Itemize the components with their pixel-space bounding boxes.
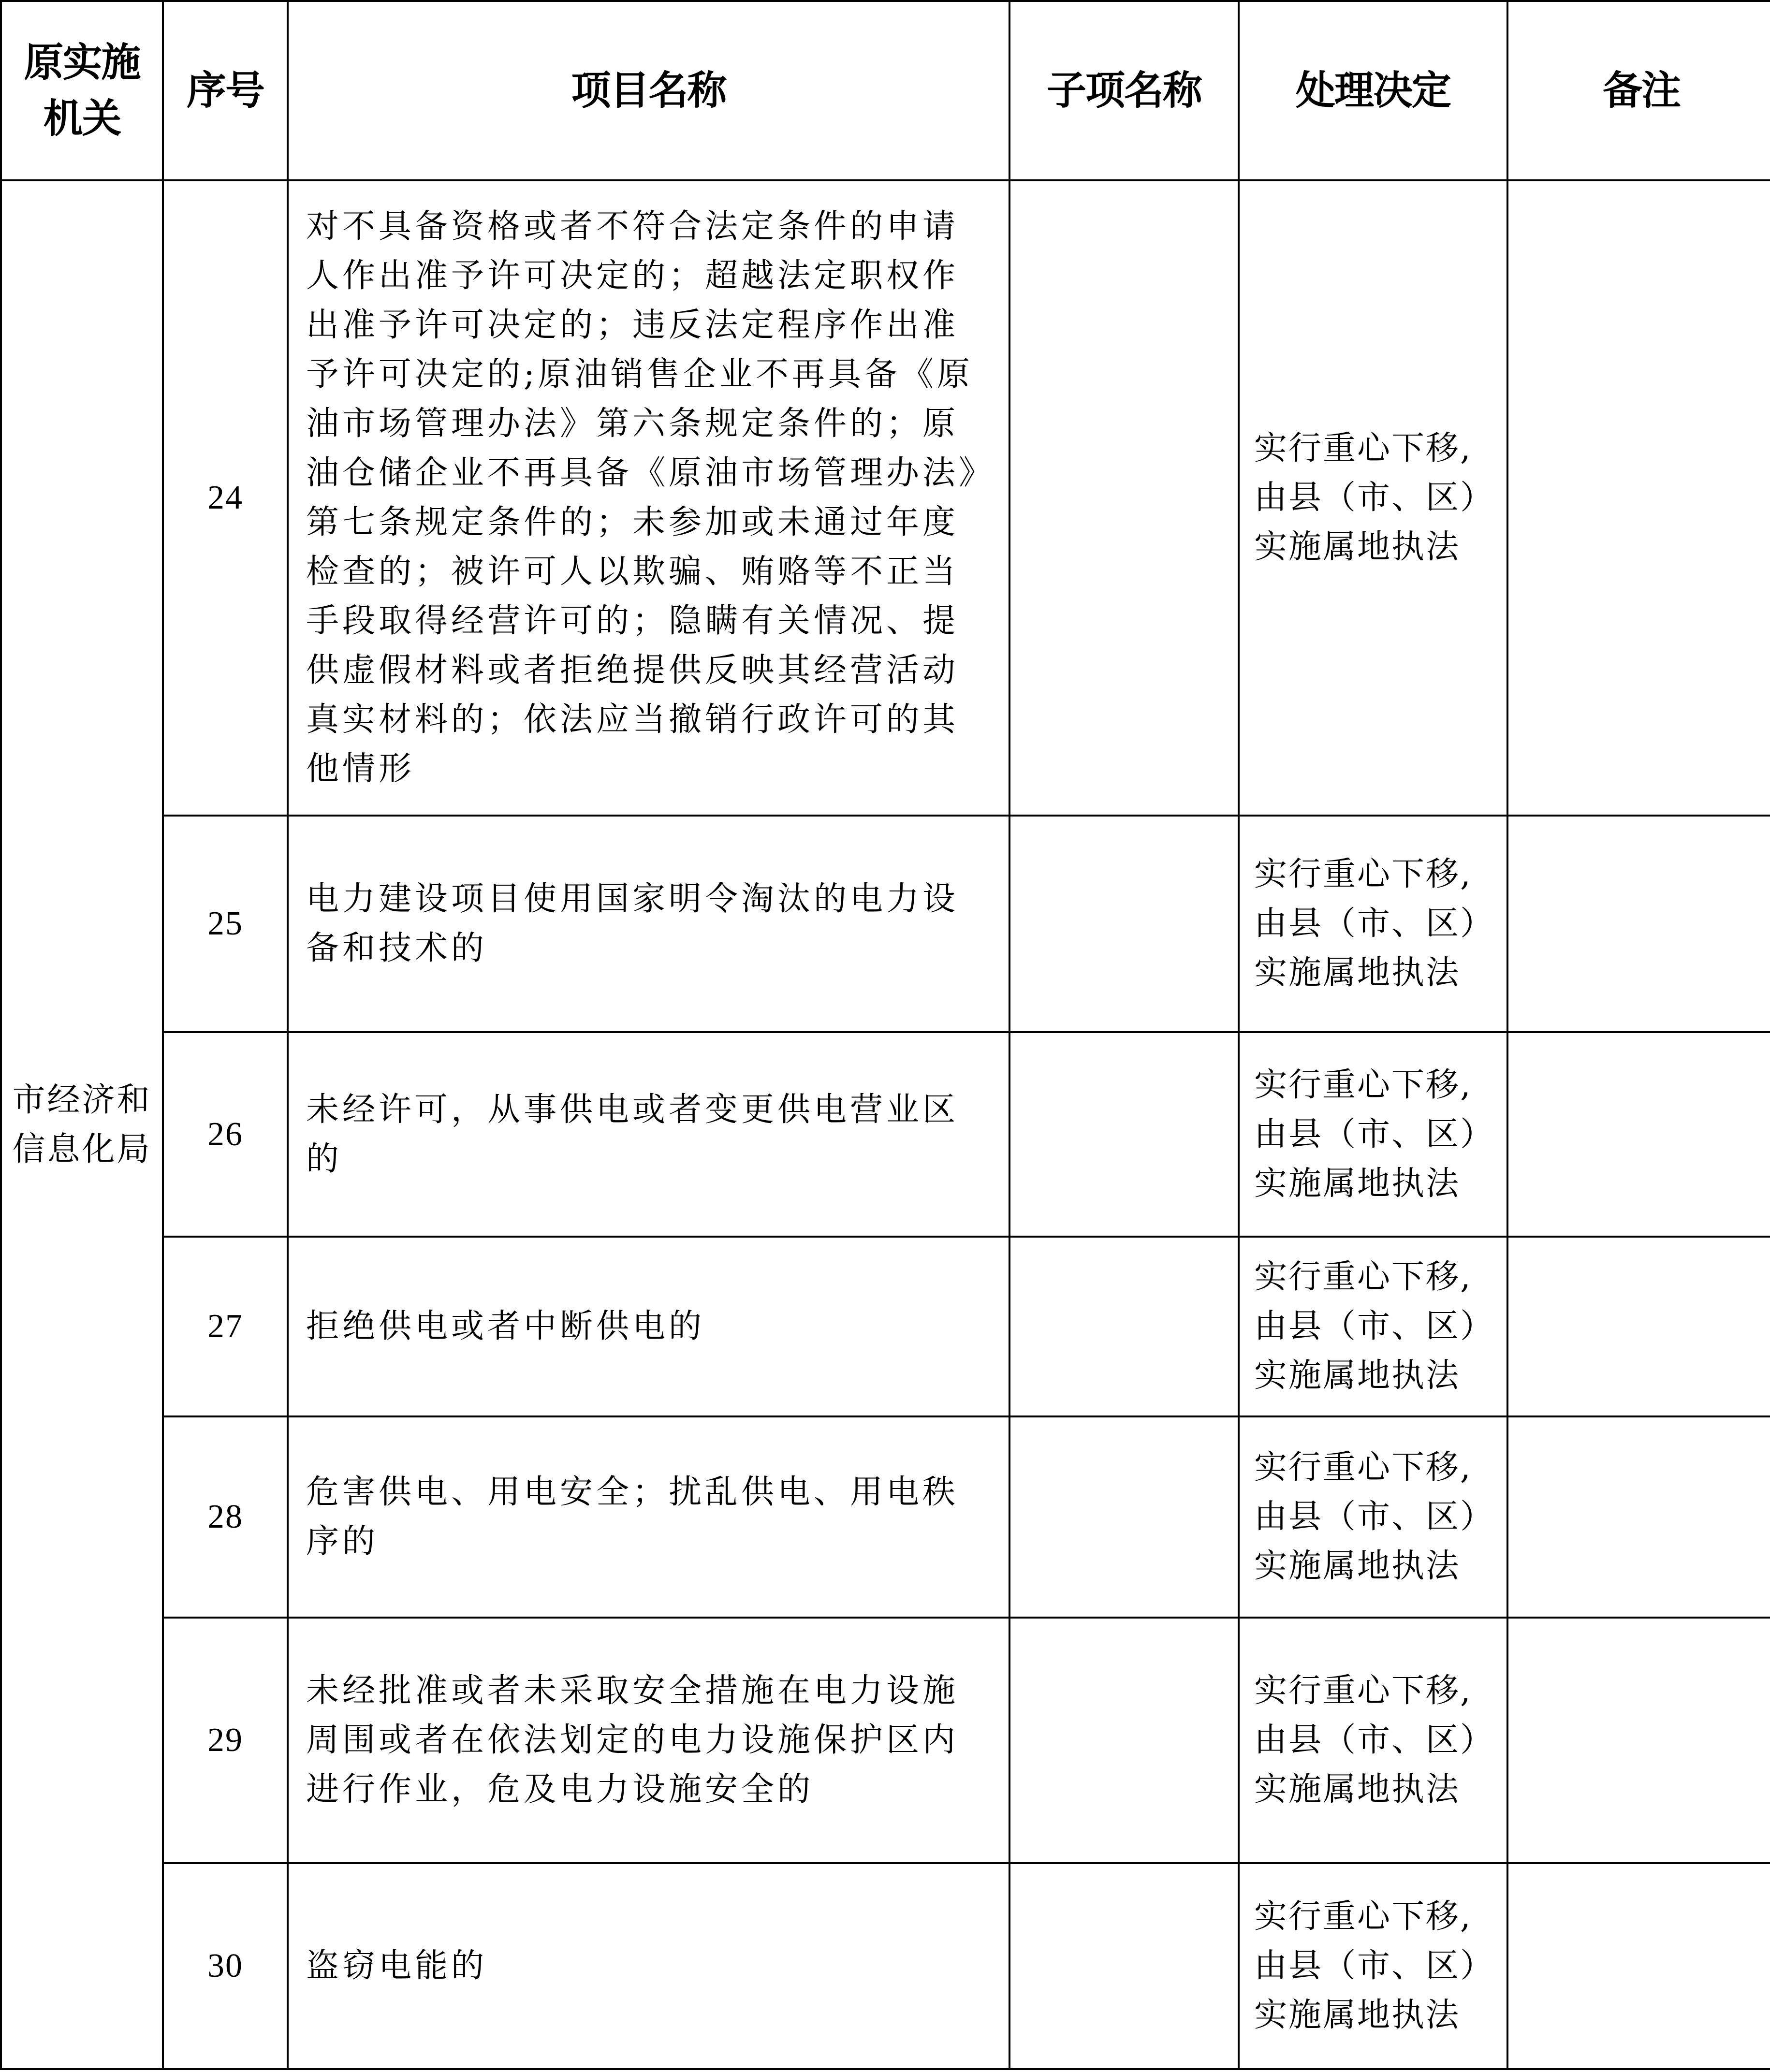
decision-line: 由县（市、区） [1254,1115,1495,1153]
table-row [1,180,1770,816]
decision-line: 由县（市、区） [1254,1721,1495,1759]
decision-cell [1239,1237,1507,1416]
subitem-cell [1009,1237,1239,1416]
remark-cell [1507,1032,1770,1237]
seq-cell: 24 [163,180,288,816]
item-name-cell: 对不具备资格或者不符合法定条件的申请人作出准予许可决定的；超越法定职权作出准予许可决定的；违反法定程序作出准予许可决定的;原油销售企业不再具备《原油市场管理办法》第六条规定条件的；原油仓储企业不再具备《原油市场管理办法》第七条规定条件的；未参加或未通过年度检查的；被许可人以欺骗、贿赂等不正当手段取得经营许可的；隐瞒有关情况、提供虚假材料或者拒绝提供反映其经营活动真实材料的；依法应当撤销行政许可的其他情形 [288,180,1009,816]
remark-cell [1507,816,1770,1032]
decision-cell [1239,816,1507,1032]
decision-line: 实施属地执法 [1254,1357,1461,1395]
item-name-cell: 未经许可，从事供电或者变更供电营业区的 [288,1032,1009,1237]
decision-line: 实施属地执法 [1254,1547,1461,1585]
decision-line: 实行重心下移, [1254,1897,1472,1936]
decision-line: 由县（市、区） [1254,1307,1495,1345]
decision-line: 实行重心下移, [1254,1448,1472,1487]
subitem-cell [1009,1416,1239,1618]
seq-cell: 25 [163,816,288,1032]
decision-line: 实施属地执法 [1254,528,1461,566]
table-row [1,1618,1770,1863]
item-name-cell: 电力建设项目使用国家明令淘汰的电力设备和技术的 [288,816,1009,1032]
decision-line: 实行重心下移, [1254,1258,1472,1296]
decision-line: 由县（市、区） [1254,479,1495,517]
seq-cell: 28 [163,1416,288,1618]
decision-cell [1239,1416,1507,1618]
table-row [1,1032,1770,1237]
header-seq: 序号 [163,1,288,180]
header-remark: 备注 [1507,1,1770,180]
item-name-cell: 未经批准或者未采取安全措施在电力设施周围或者在依法划定的电力设施保护区内进行作业，危及电力设施安全的 [288,1618,1009,1863]
decision-line: 实施属地执法 [1254,1770,1461,1809]
decision-cell [1239,1618,1507,1863]
decision-line: 由县（市、区） [1254,1498,1495,1536]
remark-cell [1507,1237,1770,1416]
decision-line: 由县（市、区） [1254,1947,1495,1985]
header-subitem: 子项名称 [1009,1,1239,180]
subitem-cell [1009,180,1239,816]
agency-cell: 市经济和信息化局 [1,180,163,2069]
decision-line: 实行重心下移, [1254,855,1472,893]
decision-line: 实行重心下移, [1254,1065,1472,1104]
table-row [1,1416,1770,1618]
remark-cell [1507,1416,1770,1618]
item-name-cell: 盗窃电能的 [288,1863,1009,2069]
table-row [1,816,1770,1032]
subitem-cell [1009,1032,1239,1237]
decision-line: 实施属地执法 [1254,1996,1461,2034]
table-row [1,1237,1770,1416]
subitem-cell [1009,1618,1239,1863]
header-item: 项目名称 [288,1,1009,180]
decision-line: 实施属地执法 [1254,954,1461,992]
decision-line: 实施属地执法 [1254,1164,1461,1203]
decision-cell [1239,180,1507,816]
item-name-cell: 危害供电、用电安全；扰乱供电、用电秩序的 [288,1416,1009,1618]
table-header-row [1,1,1770,180]
subitem-cell [1009,1863,1239,2069]
remark-cell [1507,1863,1770,2069]
decision-line: 实行重心下移, [1254,1672,1472,1710]
remark-cell [1507,1618,1770,1863]
item-name-cell: 拒绝供电或者中断供电的 [288,1237,1009,1416]
table-row [1,1863,1770,2069]
subitem-cell [1009,816,1239,1032]
seq-cell: 29 [163,1618,288,1863]
seq-cell: 26 [163,1032,288,1237]
header-agency: 原实施机关 [1,1,163,180]
decision-cell [1239,1032,1507,1237]
decision-line: 实行重心下移, [1254,429,1472,467]
decision-line: 由县（市、区） [1254,905,1495,943]
seq-cell: 30 [163,1863,288,2069]
seq-cell: 27 [163,1237,288,1416]
decision-cell [1239,1863,1507,2069]
header-decision: 处理决定 [1239,1,1507,180]
table-body [1,180,1770,2069]
remark-cell [1507,180,1770,816]
